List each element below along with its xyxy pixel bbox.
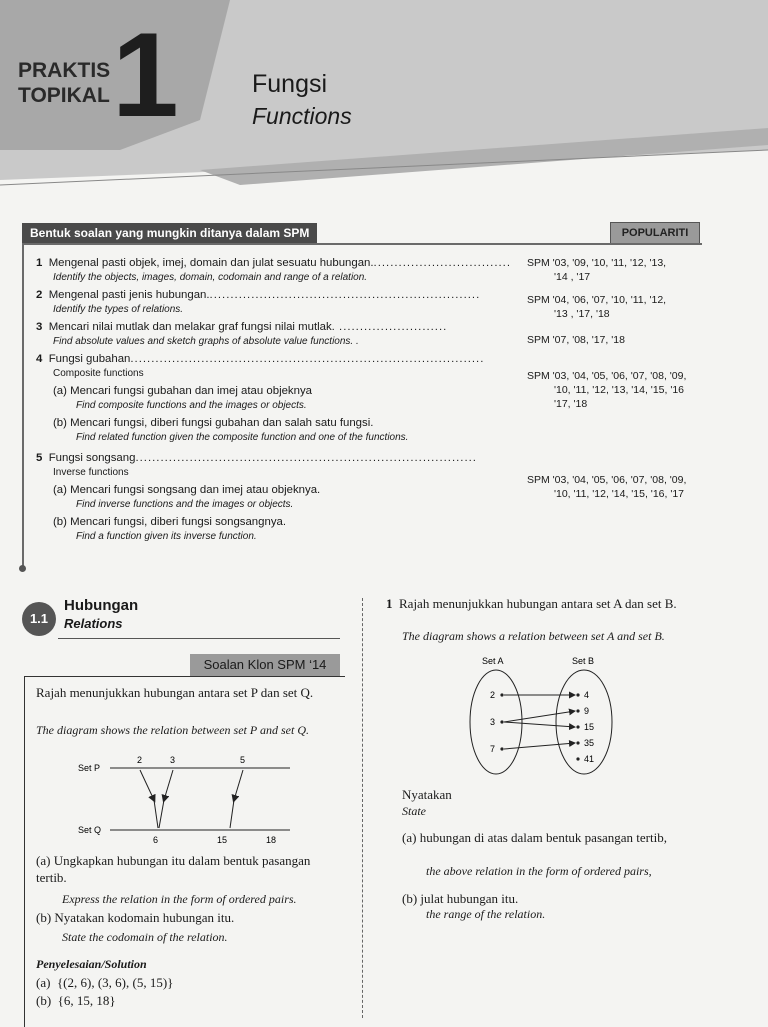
spm-years-line: SPM '07, '08, '17, '18 (527, 334, 625, 346)
q1-part-a-en: the above relation in the form of ordered pairs, (426, 864, 652, 878)
sub-item-text: Mencari fungsi gubahan dan imej atau objeknya (70, 385, 312, 397)
spm-years-line: '14 , '17 (554, 271, 591, 283)
praktis-topikal-label (18, 58, 110, 108)
b-dot-41 (576, 757, 579, 760)
q1-text-en: The diagram shows a relation between set A and set B. (402, 629, 665, 643)
spm-years-2 (527, 293, 666, 321)
b-value-4: 4 (584, 690, 590, 700)
answer-text: {(2, 6), (3, 6), (5, 15)} (56, 975, 174, 990)
klon-part-a-en: Express the relation in the form of ordered pairs. (62, 892, 297, 906)
set-a-oval (470, 670, 522, 774)
answer-b (36, 992, 116, 1009)
arrow-2-to-6-tail (154, 800, 158, 828)
sub-item-translation: Find composite functions and the images or objects. (76, 400, 307, 411)
spm-years-line: SPM '03, '09, '10, '11, '12, '13, (527, 257, 667, 269)
sub-item (36, 514, 516, 530)
part-label: (a) (402, 830, 417, 845)
b-dot-4 (576, 693, 579, 696)
answer-a (36, 974, 173, 991)
part-text: hubungan di atas dalam bentuk pasangan tertib, (419, 830, 667, 845)
spm-years-line: '10, '11, '12, '13, '14, '15, '16 (554, 384, 685, 396)
set-q-label: Set Q (78, 825, 102, 835)
b-value-9: 9 (584, 706, 590, 716)
a-value-2: 2 (490, 690, 496, 700)
sub-item-translation: Find related function given the composite function and one of the functions. (76, 432, 409, 443)
arrow-3-to-6-tail (159, 800, 164, 828)
part-label: (b) (36, 910, 52, 925)
list-item: 3 Mencari nilai mutlak dan melakar graf fungsi nilai mutlak. .......................... (36, 321, 448, 333)
spm-years-5 (527, 473, 686, 501)
item-number: 1 (36, 257, 43, 269)
item-text: Mengenal pasti jenis hubungan. (48, 289, 210, 301)
a-value-7: 7 (490, 744, 496, 754)
q1-state-en: State (402, 804, 426, 818)
q1-part-b-en: the range of the relation. (426, 907, 546, 921)
sub-item-translation: Find a function given its inverse function. (76, 531, 257, 542)
q1-part-b (402, 890, 712, 907)
klon-part-b (36, 909, 336, 926)
chapter-header (0, 0, 768, 210)
box-end-dot (19, 565, 26, 572)
b-value-15: 15 (584, 722, 595, 732)
answer-text: {6, 15, 18} (57, 993, 116, 1008)
p-value-2: 2 (137, 755, 143, 765)
soalan-klon-badge: Soalan Klon SPM ‘14 (190, 654, 340, 676)
item-translation: Composite functions (53, 368, 144, 379)
arrow-3-to-9 (504, 711, 575, 722)
item-translation: Identify the types of relations. (53, 304, 184, 315)
set-a-b-diagram (460, 652, 630, 782)
item-text: Fungsi gubahan (48, 353, 131, 365)
sub-item-label: (a) (53, 484, 67, 496)
sub-item-text: Mencari fungsi, diberi fungsi songsangnya. (70, 516, 287, 528)
q1-number: 1 (386, 596, 393, 611)
praktis-text: PRAKTIS (18, 59, 111, 82)
p-value-5: 5 (240, 755, 246, 765)
q-value-15: 15 (217, 835, 228, 845)
box-left-rule (22, 243, 24, 568)
a-dot-2 (500, 693, 503, 696)
popularity-label: POPULARITI (610, 222, 700, 244)
item-translation: Inverse functions (53, 467, 129, 478)
arrow-5-to-15-tail (230, 800, 234, 828)
klon-question-ms: Rajah menunjukkan hubungan antara set P dan set Q. (36, 685, 314, 700)
part-text: Nyatakan kodomain hubungan itu. (54, 910, 235, 925)
set-p-q-diagram (70, 752, 300, 847)
q1-state-ms: Nyatakan (402, 787, 452, 802)
klon-question-en: The diagram shows the relation between set P and set Q. (36, 723, 309, 737)
set-b-label: Set B (572, 656, 595, 666)
arrow-2-to-6 (140, 770, 154, 800)
section-title-en: Relations (64, 616, 123, 631)
answer-label: (b) (36, 993, 52, 1008)
a-dot-3 (500, 720, 503, 723)
sub-item-text: Mencari fungsi songsang dan imej atau objeknya. (70, 484, 321, 496)
item-translation: Find absolute values and sketch graphs of absolute value functions. . (53, 336, 359, 347)
a-dot-7 (500, 747, 503, 750)
sub-item-label: (a) (53, 385, 67, 397)
box-top-rule (22, 243, 702, 245)
answer-label: (a) (36, 975, 51, 990)
item-text: Mencari nilai mutlak dan melakar graf fungsi nilai mutlak. (48, 321, 335, 333)
sub-item-label: (b) (53, 516, 67, 528)
sub-item (36, 415, 516, 431)
part-label: (b) (402, 891, 418, 906)
klon-part-b-en: State the codomain of the relation. (62, 930, 228, 944)
q1-text-ms (386, 595, 706, 612)
solution-label: Penyelesaian/Solution (36, 957, 147, 971)
sub-item-label: (b) (53, 417, 67, 429)
b-value-35: 35 (584, 738, 595, 748)
spm-years-line: SPM '03, '04, '05, '06, '07, '08, '09, (527, 370, 687, 382)
q-value-6: 6 (153, 835, 159, 845)
sub-item (36, 383, 516, 399)
arrow-3-to-15 (504, 722, 575, 727)
arrow-5-to-15 (234, 770, 243, 800)
spm-years-line: '13 , '17, '18 (554, 308, 610, 320)
section-number-badge: 1.1 (22, 602, 56, 636)
item-translation: Identify the objects, images, domain, codomain and range of a relation. (53, 272, 368, 283)
spm-years-line: '17, '18 (554, 398, 588, 410)
a-value-3: 3 (490, 717, 496, 727)
arrow-7-to-35 (504, 743, 575, 749)
b-value-41: 41 (584, 754, 595, 764)
spm-years-line: SPM '04, '06, '07, '10, '11, '12, (527, 294, 667, 306)
spm-years-1 (527, 256, 666, 284)
q1-text: Rajah menunjukkan hubungan antara set A dan set B. (399, 596, 677, 611)
chapter-number: 1 (112, 8, 179, 142)
klon-part-a (36, 852, 336, 886)
spm-years-line: SPM '03, '04, '05, '06, '07, '08, '09, (527, 474, 687, 486)
item-text: Mengenal pasti objek, imej, domain dan julat sesuatu hubungan. (48, 257, 374, 269)
spm-question-list (36, 255, 516, 546)
list-item: 1 Mengenal pasti objek, imej, domain dan julat sesuatu hubungan.................................. (36, 257, 511, 269)
item-number: 5 (36, 452, 43, 464)
set-a-label: Set A (482, 656, 504, 666)
set-p-label: Set P (78, 763, 101, 773)
part-label: (a) (36, 853, 51, 868)
b-dot-35 (576, 741, 579, 744)
spm-years-line: '10, '11, '12, '14, '15, '16, '17 (554, 488, 685, 500)
section-title-ms: Hubungan (64, 597, 139, 614)
b-dot-9 (576, 709, 579, 712)
item-number: 4 (36, 353, 43, 365)
item-number: 2 (36, 289, 43, 301)
column-divider (362, 598, 363, 1018)
sub-item-translation: Find inverse functions and the images or objects. (76, 499, 294, 510)
q1-part-a (402, 829, 712, 846)
spm-question-types-bar: Bentuk soalan yang mungkin ditanya dalam SPM (22, 223, 317, 243)
part-text: julat hubungan itu. (420, 891, 519, 906)
p-value-3: 3 (170, 755, 176, 765)
chapter-title-en: Functions (252, 103, 352, 129)
part-text: Ungkapkan hubungan itu dalam bentuk pasangan tertib. (36, 853, 311, 885)
arrow-3-to-6 (164, 770, 173, 800)
q-value-18: 18 (266, 835, 277, 845)
list-item: 2 Mengenal pasti jenis hubungan.................................................................. (36, 289, 481, 301)
sub-item (36, 482, 516, 498)
list-item: 5 Fungsi songsang.................................................................................. (36, 452, 477, 464)
item-text: Fungsi songsang (48, 452, 136, 464)
item-number: 3 (36, 321, 43, 333)
topikal-text: TOPIKAL (18, 84, 110, 107)
chapter-title-ms: Fungsi (252, 70, 328, 98)
spm-years-3 (527, 333, 625, 347)
spm-years-4 (527, 369, 686, 411)
list-item: 4 Fungsi gubahan..................................................................................... (36, 353, 485, 365)
section-rule (58, 638, 340, 639)
sub-item-text: Mencari fungsi, diberi fungsi gubahan dan salah satu fungsi. (70, 417, 374, 429)
b-dot-15 (576, 725, 579, 728)
